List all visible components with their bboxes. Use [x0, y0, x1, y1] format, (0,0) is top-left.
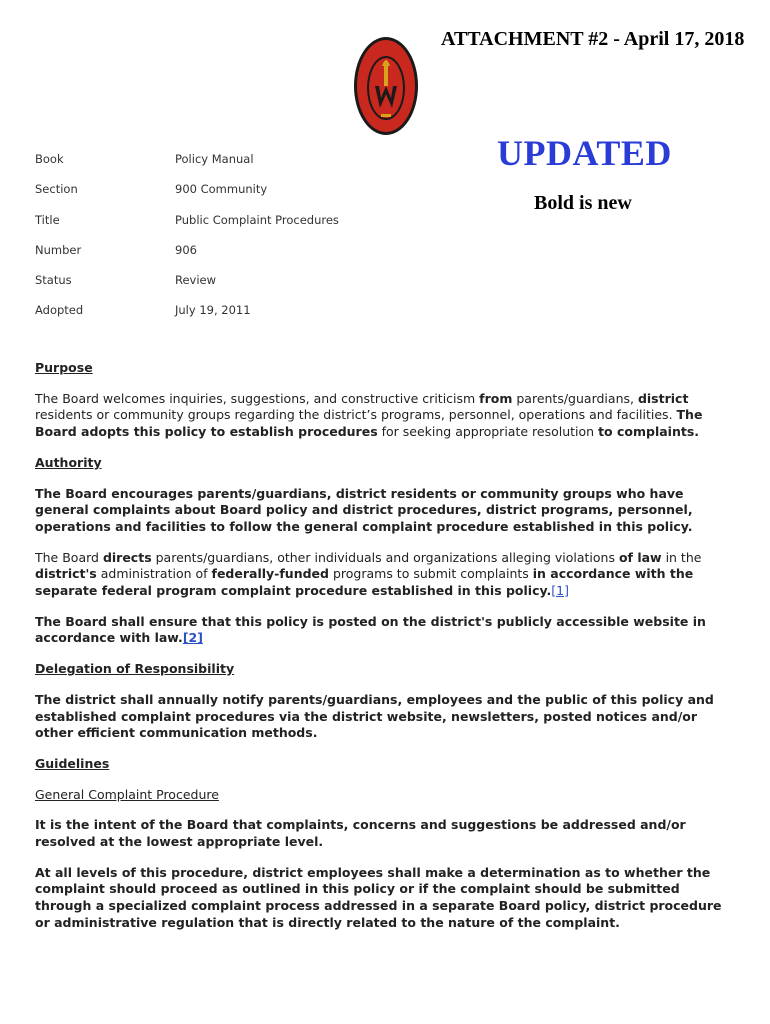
authority-paragraph-1: The Board encourages parents/guardians, district residents or community groups who have general complaints about Board policy and district procedures, district programs, personnel, operations and facilities to follow the general complaint procedure established in this policy.	[35, 485, 693, 534]
meta-key: Number	[35, 242, 82, 257]
footnote-link-2[interactable]: [2]	[182, 630, 203, 646]
meta-key: Adopted	[35, 303, 84, 318]
meta-row	[35, 213, 339, 243]
purpose-paragraph: The Board welcomes inquiries, suggestions, and constructive criticism from parents/guardians, district residents or community groups regarding the district’s programs, personnel, operations and facilities. The Board adopts this policy to establish procedures for seeking appropriate resolution to complaints.	[35, 390, 703, 440]
meta-value: 900 Community	[175, 182, 268, 197]
authority-paragraph-2: The Board directs parents/guardians, other individuals and organizations alleging violations of law in the district's administration of federally-funded programs to submit complaints in accordance with the separate federal program complaint procedure established in this policy.[1]	[35, 549, 702, 599]
policy-body	[35, 360, 735, 946]
meta-row	[35, 182, 339, 212]
meta-value: July 19, 2011	[175, 303, 251, 318]
general-complaint-procedure-subheading: General Complaint Procedure	[35, 786, 219, 802]
meta-row	[35, 152, 339, 182]
footnote-link-1[interactable]: [1]	[551, 583, 569, 599]
meta-row	[35, 303, 339, 333]
guidelines-paragraph-1: It is the intent of the Board that complaints, concerns and suggestions be addressed and/or resolved at the lowest appropriate level.	[35, 817, 686, 850]
meta-value: Public Complaint Procedures	[175, 212, 339, 227]
guidelines-paragraph-2: At all levels of this procedure, district employees shall make a determination as to whether the complaint should proceed as outlined in this policy or if the complaint should be submitted through a specialized complaint process addressed in a separate Board policy, district procedure or administrative regulation that is directly related to the nature of the complaint.	[35, 864, 722, 930]
meta-key: Book	[35, 152, 64, 166]
school-district-seal-logo	[353, 36, 419, 136]
delegation-paragraph: The district shall annually notify parents/guardians, employees and the public of this policy and established complaint procedures via the district website, newsletters, posted notices and/or other efficient communication methods.	[35, 691, 714, 741]
policy-metadata-table	[35, 152, 339, 334]
bold-is-new-note: Bold is new	[534, 192, 632, 214]
delegation-heading: Delegation of Responsibility	[35, 661, 235, 677]
meta-value: Review	[175, 273, 217, 288]
meta-value: 906	[175, 242, 197, 257]
meta-row	[35, 273, 339, 303]
updated-label: UPDATED	[497, 133, 672, 173]
meta-key: Section	[35, 182, 78, 197]
meta-key: Title	[35, 212, 60, 227]
authority-heading: Authority	[35, 454, 102, 470]
attachment-title: ATTACHMENT #2 - April 17, 2018	[441, 28, 745, 50]
authority-paragraph-3: The Board shall ensure that this policy is posted on the district's publicly accessible website in accordance with law.[2]	[35, 613, 706, 646]
guidelines-heading: Guidelines	[35, 755, 110, 771]
meta-value: Policy Manual	[175, 152, 254, 166]
meta-key: Status	[35, 273, 72, 288]
meta-row	[35, 243, 339, 273]
purpose-heading: Purpose	[35, 360, 93, 375]
